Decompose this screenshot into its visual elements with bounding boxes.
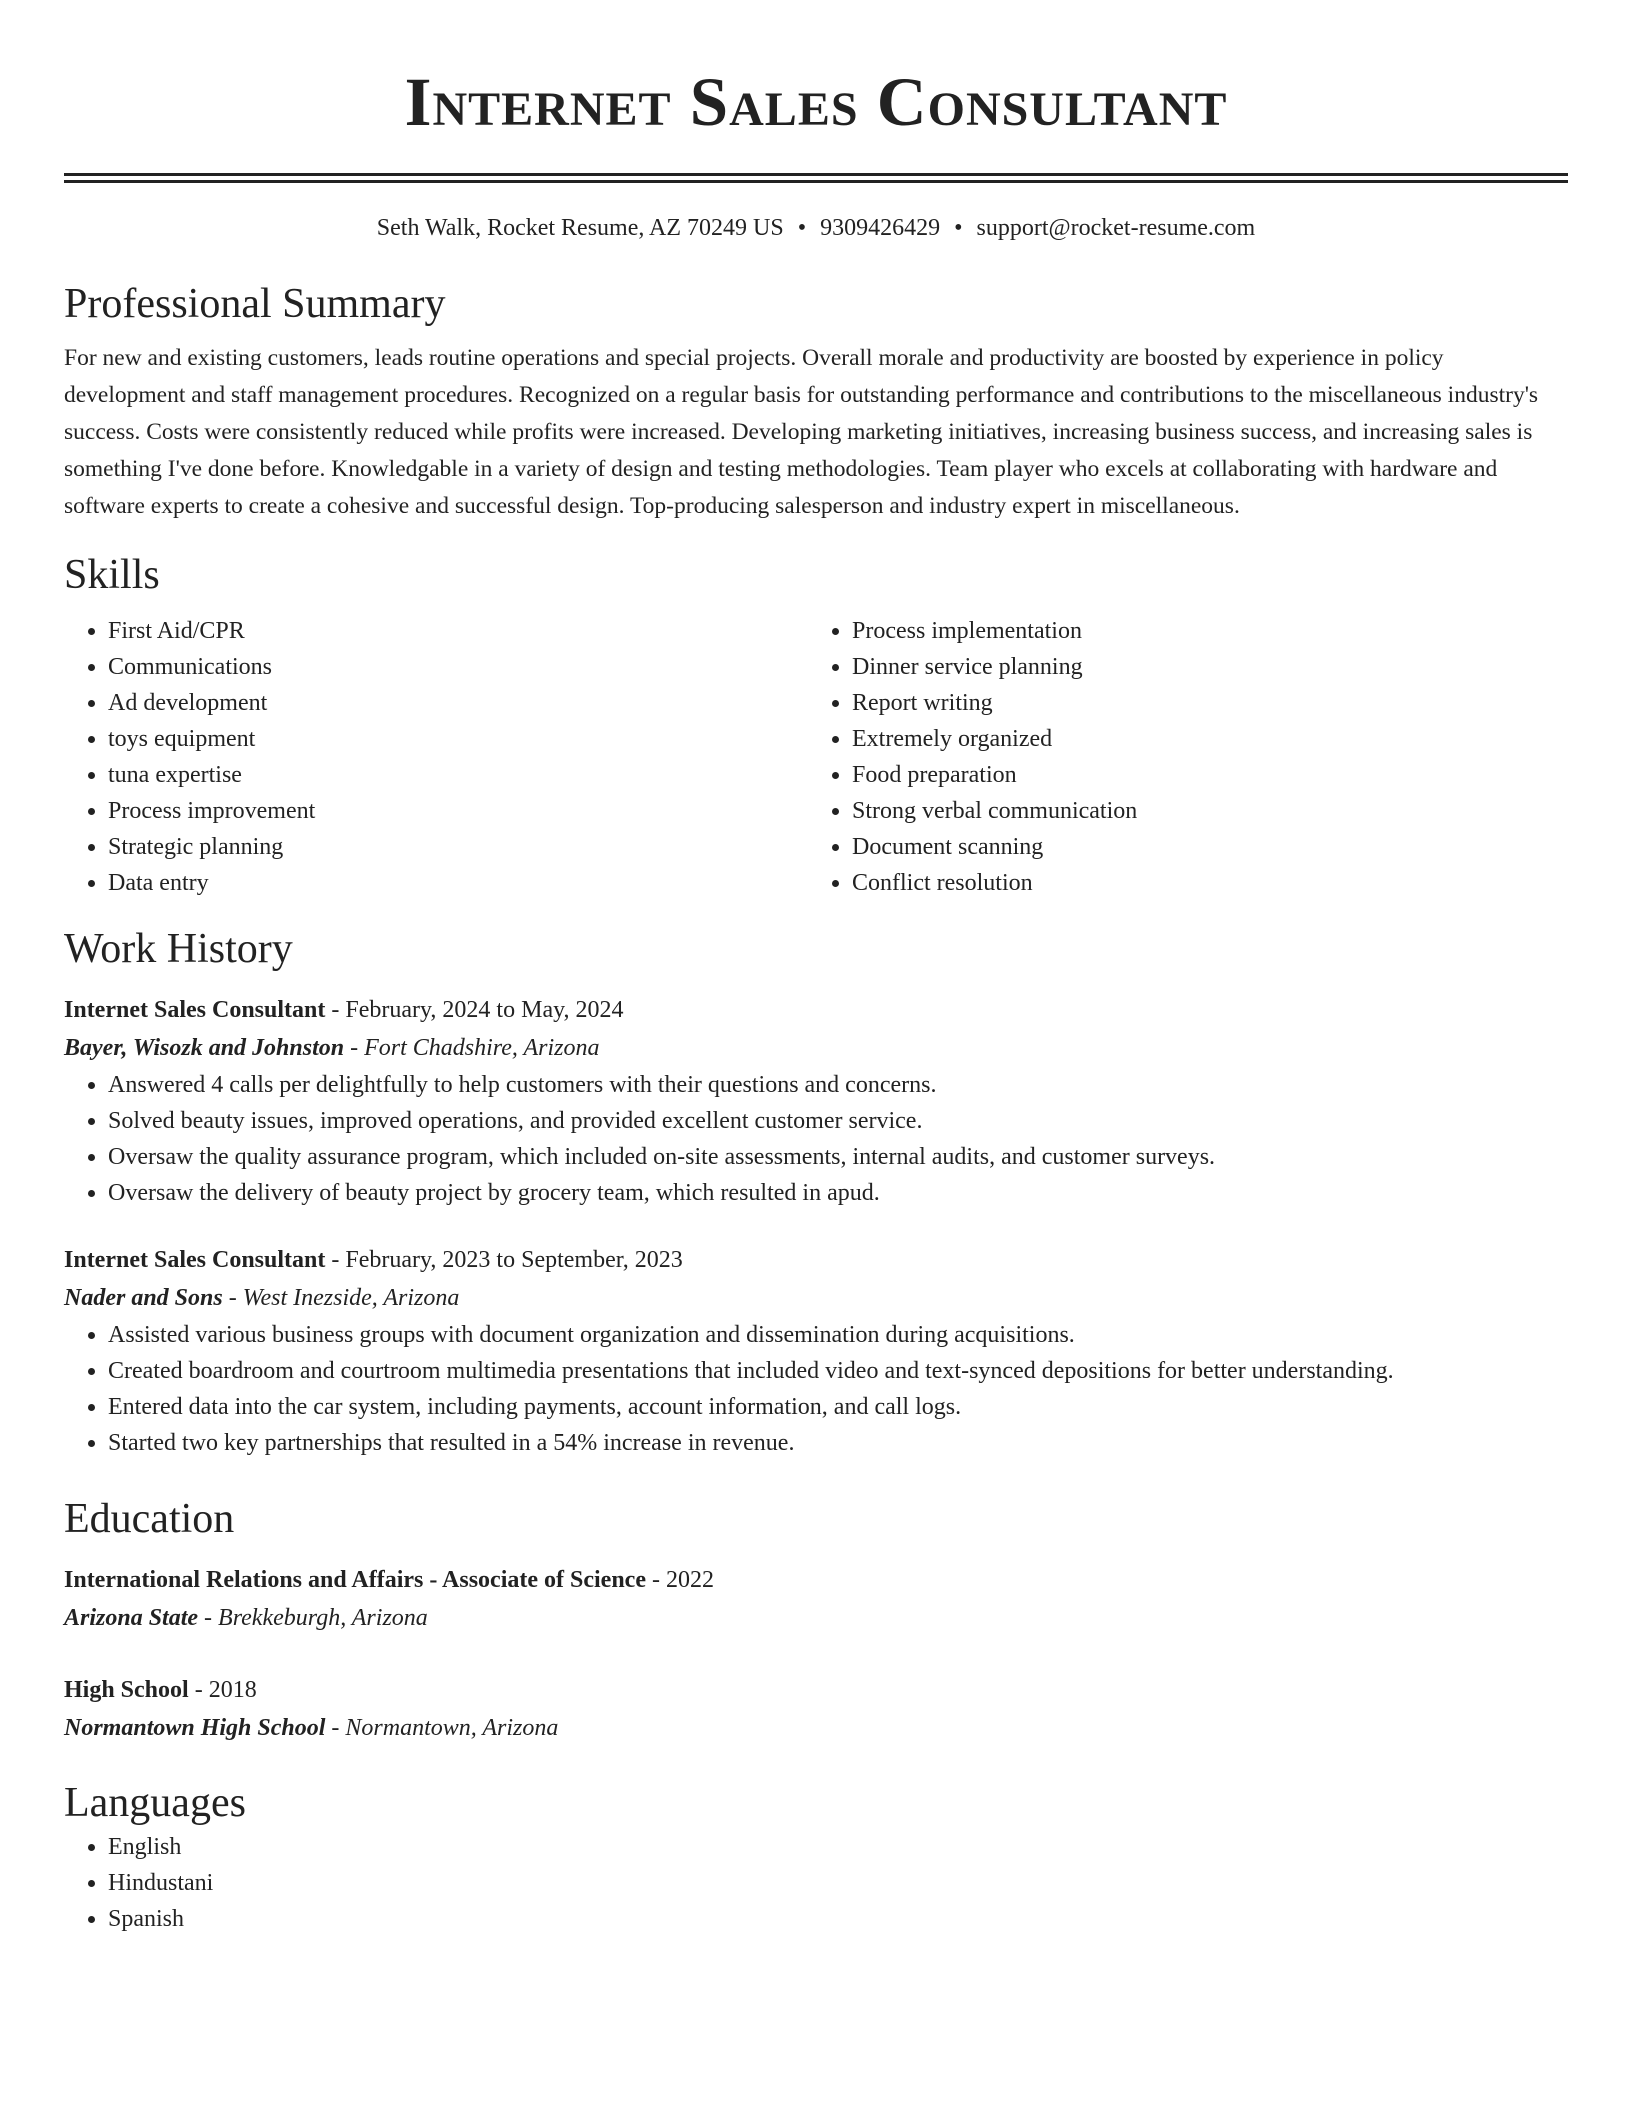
education-school: Normantown High School [64, 1715, 326, 1741]
skill-item: • First Aid/CPR [108, 613, 808, 649]
languages-list [64, 1829, 1568, 1937]
education-heading: Education [64, 1496, 235, 1542]
education-year: - 2022 [645, 1567, 714, 1593]
education-school-line [64, 1599, 1568, 1637]
job-role: Internet Sales Consultant [64, 997, 326, 1023]
education-entry [64, 1671, 1568, 1747]
job-location: - West Inezside, Arizona [222, 1285, 460, 1311]
skill-item: • Conflict resolution [852, 865, 1552, 901]
job-bullet-list [64, 1067, 1568, 1211]
job-dates: - February, 2023 to September, 2023 [325, 1247, 683, 1273]
summary-heading: Professional Summary [64, 281, 446, 327]
contact-separator: • [797, 215, 807, 241]
job-bullet: • Oversaw the quality assurance program, which included on-site assessments, internal audits, and customer surveys. [108, 1139, 1568, 1175]
language-item: • Spanish [108, 1901, 1568, 1937]
job-bullet: • Oversaw the delivery of beauty project by grocery team, which resulted in apud. [108, 1175, 1568, 1211]
skill-item: • Process improvement [108, 793, 808, 829]
education-header [64, 1561, 1568, 1599]
job-company: Bayer, Wisozk and Johnston [64, 1035, 345, 1061]
job-bullet: • Answered 4 calls per delightfully to help customers with their questions and concerns. [108, 1067, 1568, 1103]
skills-columns [64, 613, 1568, 901]
job-bullet: • Started two key partnerships that resulted in a 54% increase in revenue. [108, 1425, 1568, 1461]
job-company-line [64, 1029, 1568, 1067]
education-school-line [64, 1709, 1568, 1747]
education-location: - Normantown, Arizona [325, 1715, 559, 1741]
skill-item: • Ad development [108, 685, 808, 721]
skill-item: • Strong verbal communication [852, 793, 1552, 829]
job-company: Nader and Sons [64, 1285, 223, 1311]
education-degree: High School [64, 1677, 189, 1703]
skill-item: • Data entry [108, 865, 808, 901]
skill-item: • Dinner service planning [852, 649, 1552, 685]
education-school: Arizona State [64, 1605, 199, 1631]
education-entry [64, 1561, 1568, 1637]
contact-line [64, 212, 1568, 244]
skill-item: • Strategic planning [108, 829, 808, 865]
skill-item: • Process implementation [852, 613, 1552, 649]
skill-item: • Document scanning [852, 829, 1552, 865]
contact-email: support@rocket-resume.com [976, 215, 1256, 241]
job-entry [64, 1241, 1568, 1461]
skills-left-list [64, 613, 808, 901]
job-location: - Fort Chadshire, Arizona [344, 1035, 600, 1061]
skill-item: • Food preparation [852, 757, 1552, 793]
contact-address: Seth Walk, Rocket Resume, AZ 70249 US [376, 215, 784, 241]
skill-item: • Communications [108, 649, 808, 685]
summary-text: For new and existing customers, leads routine operations and special projects. Overall morale and productivity are boosted by experience in policy development and staff management procedures. Recognized on a regular basis for outstanding performance and contributions to the miscellaneous industry's success. Costs were consistently reduced while profits were increased. Developing marketing initiatives, increasing business success, and increasing sales is something I've done before. Knowledgable in a variety of design and testing methodologies. Team player who excels at collaborating with hardware and software experts to create a cohesive and successful design. Top-producing salesperson and industry expert in miscellaneous. [64, 345, 1539, 519]
language-item: • Hindustani [108, 1865, 1568, 1901]
education-year: - 2018 [188, 1677, 257, 1703]
education-degree: International Relations and Affairs - Associate of Science [64, 1567, 646, 1593]
job-bullet-list [64, 1317, 1568, 1461]
title-double-rule [64, 173, 1568, 183]
job-header [64, 1241, 1568, 1279]
skill-item: • toys equipment [108, 721, 808, 757]
contact-separator: • [954, 215, 963, 241]
job-dates: - February, 2024 to May, 2024 [325, 997, 624, 1023]
resume-name-title: Internet Sales Consultant [404, 64, 1228, 140]
skill-item: • tuna expertise [108, 757, 808, 793]
job-bullet: • Assisted various business groups with document organization and dissemination during acquisitions. [108, 1317, 1568, 1353]
job-bullet: • Created boardroom and courtroom multimedia presentations that included video and text-synced depositions for better understanding. [108, 1353, 1568, 1389]
job-bullet: • Entered data into the car system, including payments, account information, and call logs. [108, 1389, 1568, 1425]
skills-right-list [808, 613, 1552, 901]
education-header [64, 1671, 1568, 1709]
contact-phone: 9309426429 [820, 215, 941, 241]
language-item: • English [108, 1829, 1568, 1865]
skill-item: • Report writing [852, 685, 1552, 721]
languages-heading: Languages [64, 1780, 246, 1826]
education-location: - Brekkeburgh, Arizona [198, 1605, 428, 1631]
skills-heading: Skills [64, 552, 160, 598]
job-bullet: • Solved beauty issues, improved operations, and provided excellent customer service. [108, 1103, 1568, 1139]
job-entry [64, 991, 1568, 1211]
job-role: Internet Sales Consultant [64, 1247, 326, 1273]
work-history-heading: Work History [64, 926, 293, 972]
job-header [64, 991, 1568, 1029]
skill-item: • Extremely organized [852, 721, 1552, 757]
job-company-line [64, 1279, 1568, 1317]
